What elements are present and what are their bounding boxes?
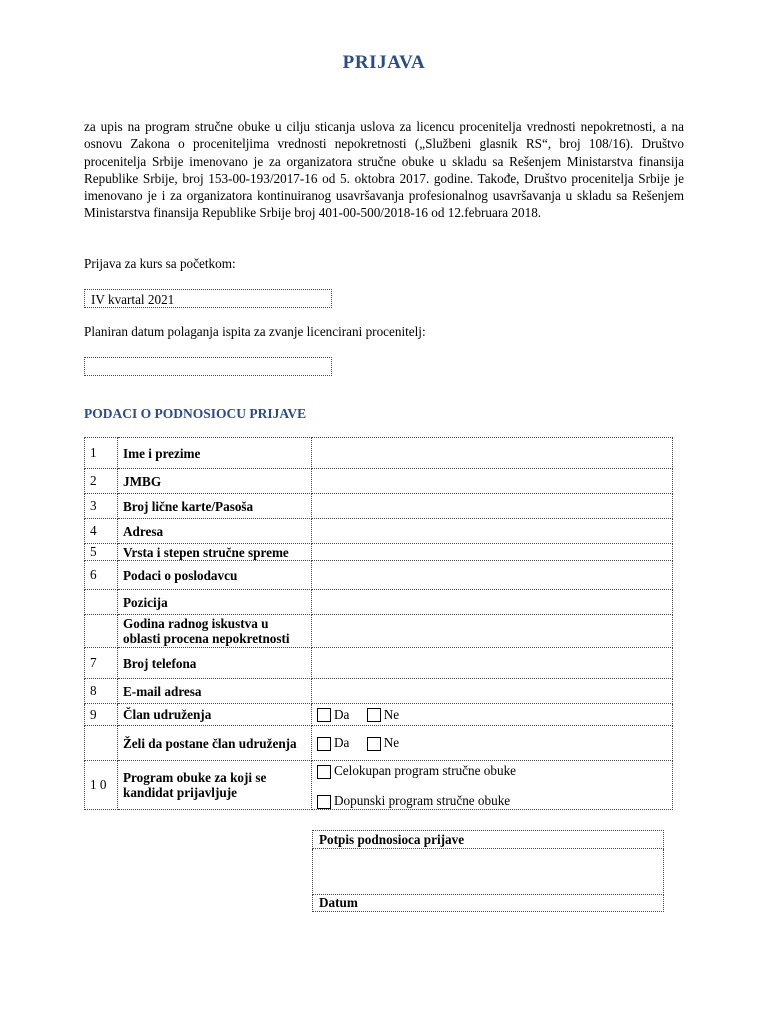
- id-card-input[interactable]: [312, 494, 673, 519]
- program-options: [312, 761, 673, 810]
- applicant-section-title: PODACI O PODNOSIOCU PRIJAVE: [84, 406, 307, 421]
- position-input[interactable]: [312, 590, 673, 615]
- table-row: [85, 761, 673, 810]
- signature-label: Potpis podnosioca prijave: [313, 831, 664, 849]
- experience-input[interactable]: [312, 615, 673, 648]
- table-row: [85, 519, 673, 544]
- table-row: [85, 438, 673, 469]
- table-row: [85, 544, 673, 561]
- row-number: 9: [85, 704, 118, 726]
- intro-line: 12.februara 2018.: [447, 205, 542, 221]
- table-row: [313, 849, 664, 895]
- row-number: 5: [85, 544, 118, 561]
- row-number: [85, 590, 118, 615]
- table-row: [313, 831, 664, 849]
- table-row: [85, 590, 673, 615]
- row-number: 1: [85, 438, 118, 469]
- address-input[interactable]: [312, 519, 673, 544]
- field-label-address: Adresa: [118, 519, 312, 544]
- education-input[interactable]: [312, 544, 673, 561]
- course-start-field[interactable]: IV kvartal 2021: [84, 289, 332, 308]
- course-start-label: Prijava za kurs sa početkom:: [84, 256, 236, 271]
- row-number: 4: [85, 519, 118, 544]
- table-row: [85, 615, 673, 648]
- program-full-label: Celokupan program stručne obuke: [334, 763, 517, 778]
- field-label-full-name: Ime i prezime: [118, 438, 312, 469]
- member-yes-label: Da: [334, 706, 350, 722]
- field-label-experience: Godina radnog iskustva u oblasti procena nepokretnosti: [118, 615, 312, 648]
- program-extra-checkbox[interactable]: [317, 795, 331, 809]
- exam-date-field[interactable]: [84, 357, 332, 376]
- signature-table: [312, 830, 664, 912]
- row-number: [85, 726, 118, 761]
- row-number: 6: [85, 561, 118, 590]
- wants-membership-options: [312, 726, 673, 761]
- table-row: [85, 726, 673, 761]
- field-label-position: Pozicija: [118, 590, 312, 615]
- table-row: [313, 895, 664, 912]
- row-number: [85, 615, 118, 648]
- signature-field[interactable]: [313, 849, 664, 895]
- email-input[interactable]: [312, 679, 673, 704]
- page-title: PRIJAVA: [342, 52, 426, 73]
- intro-line: a na osnovu Zakona o proceniteljima vrednosti nepokretnosti („Službeni glasnik RS“, broj 108/16).: [84, 119, 684, 152]
- exam-date-label: Planiran datum polaganja ispita za zvanje licencirani procenitelj:: [84, 324, 426, 339]
- table-row: [85, 561, 673, 590]
- program-extra-label: Dopunski program stručne obuke: [334, 793, 511, 808]
- row-number: 1 0: [85, 761, 118, 810]
- row-number: 7: [85, 648, 118, 679]
- field-label-jmbg: JMBG: [118, 469, 312, 494]
- member-no-checkbox[interactable]: [367, 708, 381, 722]
- table-row: [85, 469, 673, 494]
- field-label-email: E-mail adresa: [118, 679, 312, 704]
- intro-line: usavršavanja u skladu sa Rešenjem Ministarstva finansija Republike Srbije broj 401-00-500/2018-16 od: [84, 188, 684, 221]
- intro-line: Društvo procenitelja Srbije imenovano je za organizatora stručne obuke u skladu sa Rešenjem: [84, 136, 684, 169]
- phone-input[interactable]: [312, 648, 673, 679]
- field-label-education: Vrsta i stepen stručne spreme: [118, 544, 312, 561]
- field-label-employer: Podaci o poslodavcu: [118, 561, 312, 590]
- member-no-label: Ne: [383, 706, 400, 722]
- field-label-wants-membership: Želi da postane član udruženja: [118, 726, 312, 761]
- intro-line: Ministarstva finansija Republike Srbije, broj 153-00-193/2017-16 od 5. oktobra 2017. godine. Takođe,: [84, 153, 685, 186]
- field-label-program: Program obuke za koji se kandidat prijavljuje: [118, 761, 312, 810]
- program-full-checkbox[interactable]: [317, 765, 331, 779]
- member-options: [312, 704, 673, 726]
- table-row: [85, 494, 673, 519]
- employer-input[interactable]: [312, 561, 673, 590]
- field-label-id-card: Broj lične karte/Pasoša: [118, 494, 312, 519]
- row-number: 3: [85, 494, 118, 519]
- row-number: 8: [85, 679, 118, 704]
- wants-membership-yes-label: Da: [334, 735, 350, 750]
- table-row: [85, 648, 673, 679]
- intro-line: Društvo procenitelja Srbije je imenovano je i za organizatora kontinuiranog usavršavanja profesionalnog: [84, 170, 684, 204]
- full-name-input[interactable]: [312, 438, 673, 469]
- jmbg-input[interactable]: [312, 469, 673, 494]
- wants-membership-no-label: Ne: [383, 735, 400, 750]
- field-label-phone: Broj telefona: [118, 648, 312, 679]
- row-number: 2: [85, 469, 118, 494]
- wants-membership-yes-checkbox[interactable]: [317, 737, 331, 751]
- field-label-member: Član udruženja: [118, 704, 312, 726]
- intro-paragraph: [84, 118, 684, 222]
- table-row: [85, 679, 673, 704]
- applicant-data-table: [84, 437, 673, 810]
- date-label[interactable]: Datum: [313, 895, 664, 912]
- member-yes-checkbox[interactable]: [317, 708, 331, 722]
- intro-line: za upis na program stručne obuke u cilju sticanja uslova za licencu procenitelja vrednosti nepokretnosti,: [84, 119, 656, 134]
- table-row: [85, 704, 673, 726]
- wants-membership-no-checkbox[interactable]: [367, 737, 381, 751]
